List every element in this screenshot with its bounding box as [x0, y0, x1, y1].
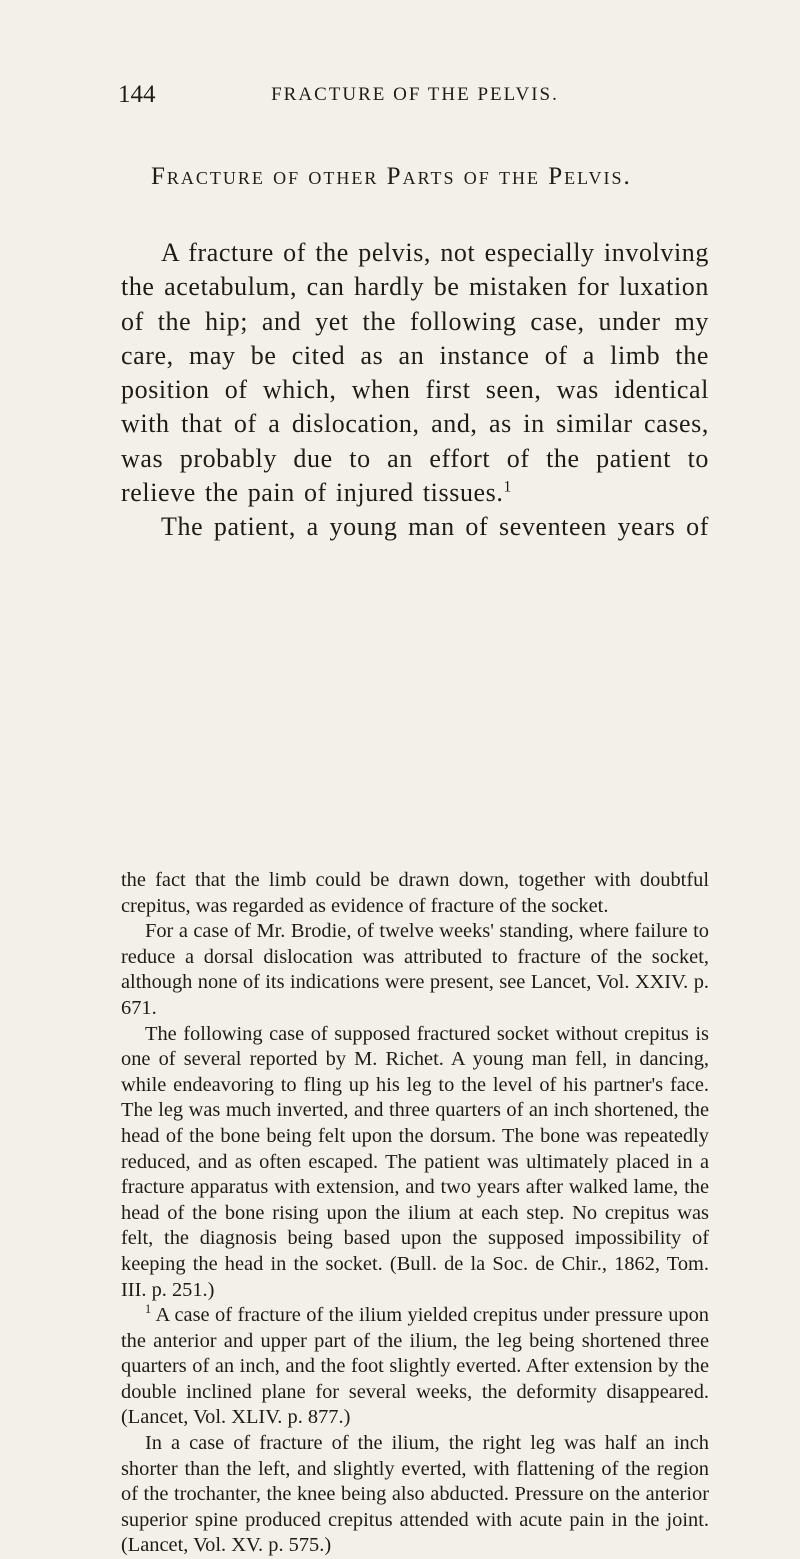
footnote-paragraph: The following case of supposed fractured socket without crepitus is one of several reported by M. Richet. A young man fell, in dancing, while endeavoring to fling up his leg to the level of his partner's face. The leg was much inverted, and three quarters of an inch shortened, the head of the bone being felt upon the dorsum. The bone was repeatedly reduced, and as often escaped. The patient was ultimately placed in a fracture apparatus with extension, and two years after walked lame, the head of the bone rising upon the ilium at each step. No crepitus was felt, the diagnosis being based upon the supposed impossibility of keeping the head in the socket. (Bull. de la Soc. de Chir., 1862, Tom. III. p. 251.) — [121, 1022, 709, 1301]
paragraph-text: A fracture of the pelvis, not especially involving the acetabulum, can hardly be mistaken for luxation of the hip; and yet the following case, under my care, may be cited as an instance of a limb the position of which, when first seen, was identical with that of a dislocation, and, as in similar cases, was probably due to an effort of the patient to relieve the pain of injured tissues. — [121, 238, 709, 508]
footnote-text: A case of fracture of the ilium yielded crepitus under pressure upon the anterior and upper part of the ilium, the leg being shortened three quarters of an inch, and the foot slightly everted. After extension by the double inclined plane for several weeks, the deformity disappeared. (Lancet, Vol. XLIV. p. 877.) — [121, 1304, 709, 1429]
footnote-1 — [121, 1303, 709, 1431]
running-head: FRACTURE OF THE PELVIS. — [271, 84, 559, 105]
footnote-paragraph: In a case of fracture of the ilium, the right leg was half an inch shorter than the left, and slightly everted, with flattening of the region of the trochanter, the knee being also abducted. Pressure on the anterior superior spine produced crepitus attended with acute pain in the joint. (Lancet, Vol. XV. p. 575.) — [121, 1432, 709, 1557]
footnote-continuation: the fact that the limb could be drawn down, together with doubtful crepitus, was regarded as evidence of fracture of the socket. — [121, 869, 709, 917]
footnote-paragraph: For a case of Mr. Brodie, of twelve weeks' standing, where failure to reduce a dorsal dislocation was attributed to fracture of the socket, although none of its indications were present, see Lancet, Vol. XXIV. p. 671. — [121, 920, 709, 1019]
footnote-marker: 1 — [145, 1302, 152, 1317]
footnotes — [121, 868, 709, 1559]
main-text — [121, 236, 709, 545]
body-paragraph: The patient, a young man of seventeen years of — [161, 512, 709, 542]
footnote-marker: 1 — [503, 478, 512, 496]
body-paragraph — [121, 236, 709, 510]
page-number: 144 — [118, 81, 156, 108]
section-title: Fracture of other Parts of the Pelvis. — [151, 163, 632, 190]
